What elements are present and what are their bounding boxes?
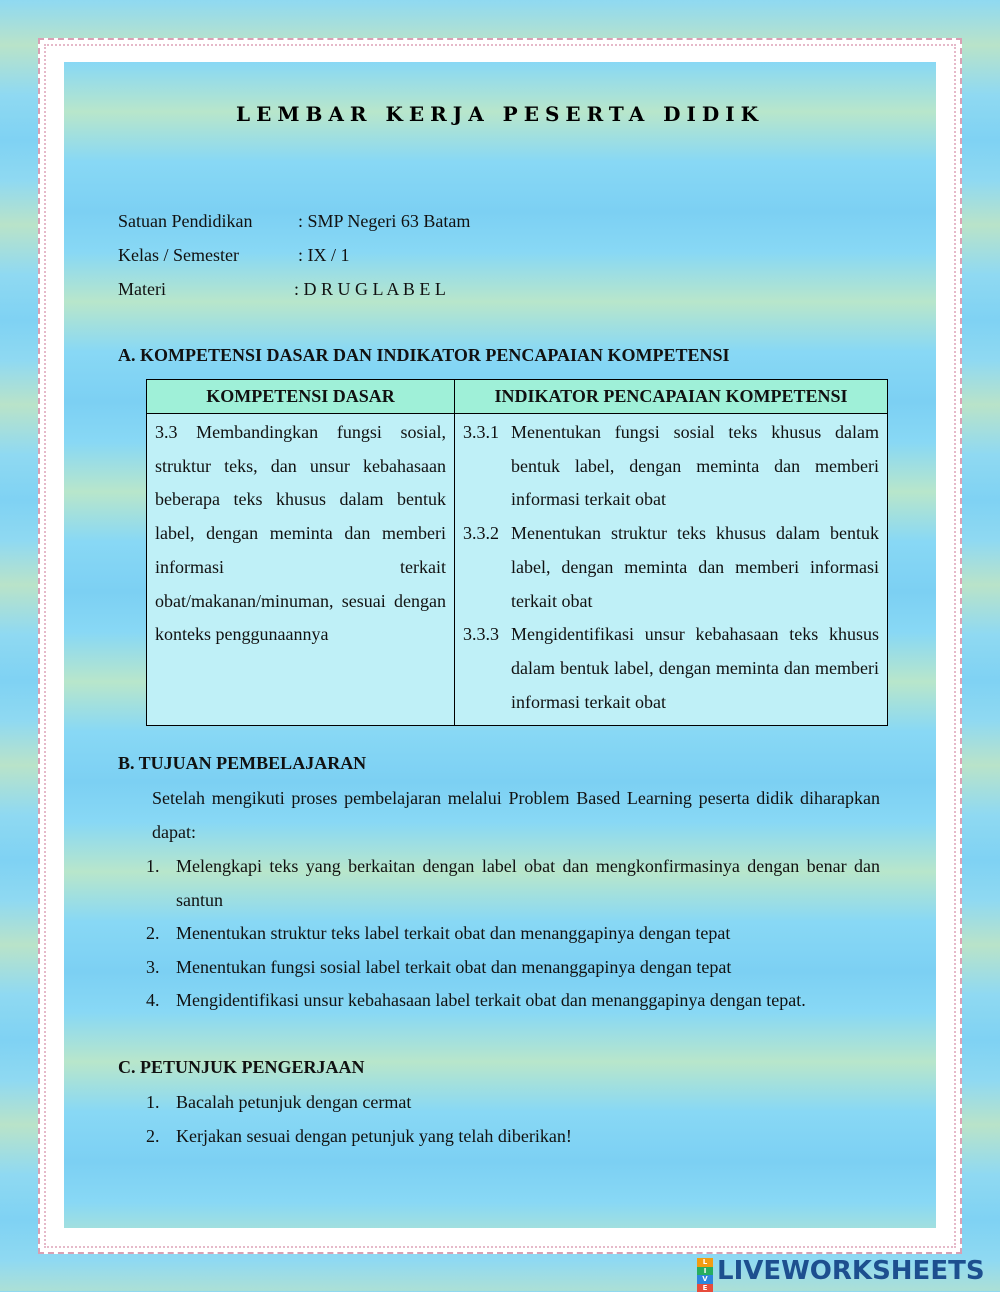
- page-title: LEMBAR KERJA PESERTA DIDIK: [236, 102, 764, 126]
- info-value: : D R U G L A B E L: [294, 279, 446, 299]
- list-text: Melengkapi teks yang berkaitan dengan label obat dan mengkonfirmasinya dengan benar dan santun: [176, 856, 880, 910]
- list-item: [146, 951, 880, 985]
- section-a-heading: A. KOMPETENSI DASAR DAN INDIKATOR PENCAPAIAN KOMPETENSI: [118, 345, 730, 365]
- list-number: 4.: [146, 990, 160, 1010]
- indicator-text: Mengidentifikasi unsur kebahasaan teks khusus dalam bentuk label, dengan meminta dan memberi informasi terkait obat: [511, 624, 879, 712]
- list-number: 2.: [146, 923, 160, 943]
- list-item: [146, 850, 880, 917]
- indicator-item: [463, 618, 879, 719]
- table-header-kd: KOMPETENSI DASAR: [147, 380, 455, 414]
- indicator-number: 3.3.3: [463, 624, 499, 645]
- badge-letter: V: [697, 1275, 713, 1284]
- list-item: [146, 1120, 880, 1154]
- live-badge-icon: [697, 1258, 713, 1292]
- indicator-item: [463, 517, 879, 618]
- list-text: Menentukan struktur teks label terkait obat dan menanggapinya dengan tepat: [176, 923, 731, 943]
- indicator-item: [463, 416, 879, 517]
- list-number: 3.: [146, 957, 160, 977]
- list-number: 1.: [146, 1092, 160, 1112]
- logo-text: LIVEWORKSHEETS: [717, 1256, 985, 1286]
- competency-table: [146, 379, 888, 726]
- list-number: 2.: [146, 1126, 160, 1146]
- list-item: [146, 917, 880, 951]
- info-value: : SMP Negeri 63 Batam: [298, 211, 471, 231]
- badge-letter: L: [697, 1258, 713, 1267]
- info-value: : IX / 1: [298, 245, 350, 265]
- list-item: [146, 1086, 880, 1120]
- list-text: Menentukan fungsi sosial label terkait obat dan menanggapinya dengan tepat: [176, 957, 732, 977]
- kd-cell: 3.3 Membandingkan fungsi sosial, struktur teks, dan unsur kebahasaan beberapa teks khusus dalam bentuk label, dengan meminta dan memberi informasi terkait obat/makanan/minuman, sesuai dengan konteks penggunaannya: [147, 414, 455, 726]
- objectives-intro: Setelah mengikuti proses pembelajaran melalui Problem Based Learning peserta didik diharapkan dapat:: [152, 788, 880, 842]
- list-number: 1.: [146, 856, 160, 876]
- indicator-number: 3.3.1: [463, 422, 499, 442]
- list-text: Bacalah petunjuk dengan cermat: [176, 1092, 412, 1112]
- section-c-heading: C. PETUNJUK PENGERJAAN: [118, 1057, 365, 1077]
- liveworksheets-logo: [697, 1256, 985, 1292]
- indicator-number: 3.3.2: [463, 523, 499, 544]
- badge-letter: I: [697, 1267, 713, 1276]
- table-header-indicator: INDIKATOR PENCAPAIAN KOMPETENSI: [455, 380, 888, 414]
- info-label: Materi: [118, 279, 166, 299]
- info-label: Satuan Pendidikan: [118, 211, 253, 231]
- section-b-heading: B. TUJUAN PEMBELAJARAN: [118, 753, 367, 773]
- indicator-text: Menentukan fungsi sosial teks khusus dalam bentuk label, dengan meminta dan memberi informasi terkait obat: [511, 422, 879, 510]
- list-text: Kerjakan sesuai dengan petunjuk yang telah diberikan!: [176, 1126, 572, 1146]
- indicator-text: Menentukan struktur teks khusus dalam bentuk label, dengan meminta dan memberi informasi terkait obat: [511, 523, 879, 611]
- list-item: [146, 984, 880, 1018]
- list-text: Mengidentifikasi unsur kebahasaan label terkait obat dan menanggapinya dengan tepat.: [176, 990, 806, 1010]
- info-label: Kelas / Semester: [118, 245, 239, 265]
- indicator-cell: [455, 414, 888, 726]
- badge-letter: E: [697, 1284, 713, 1292]
